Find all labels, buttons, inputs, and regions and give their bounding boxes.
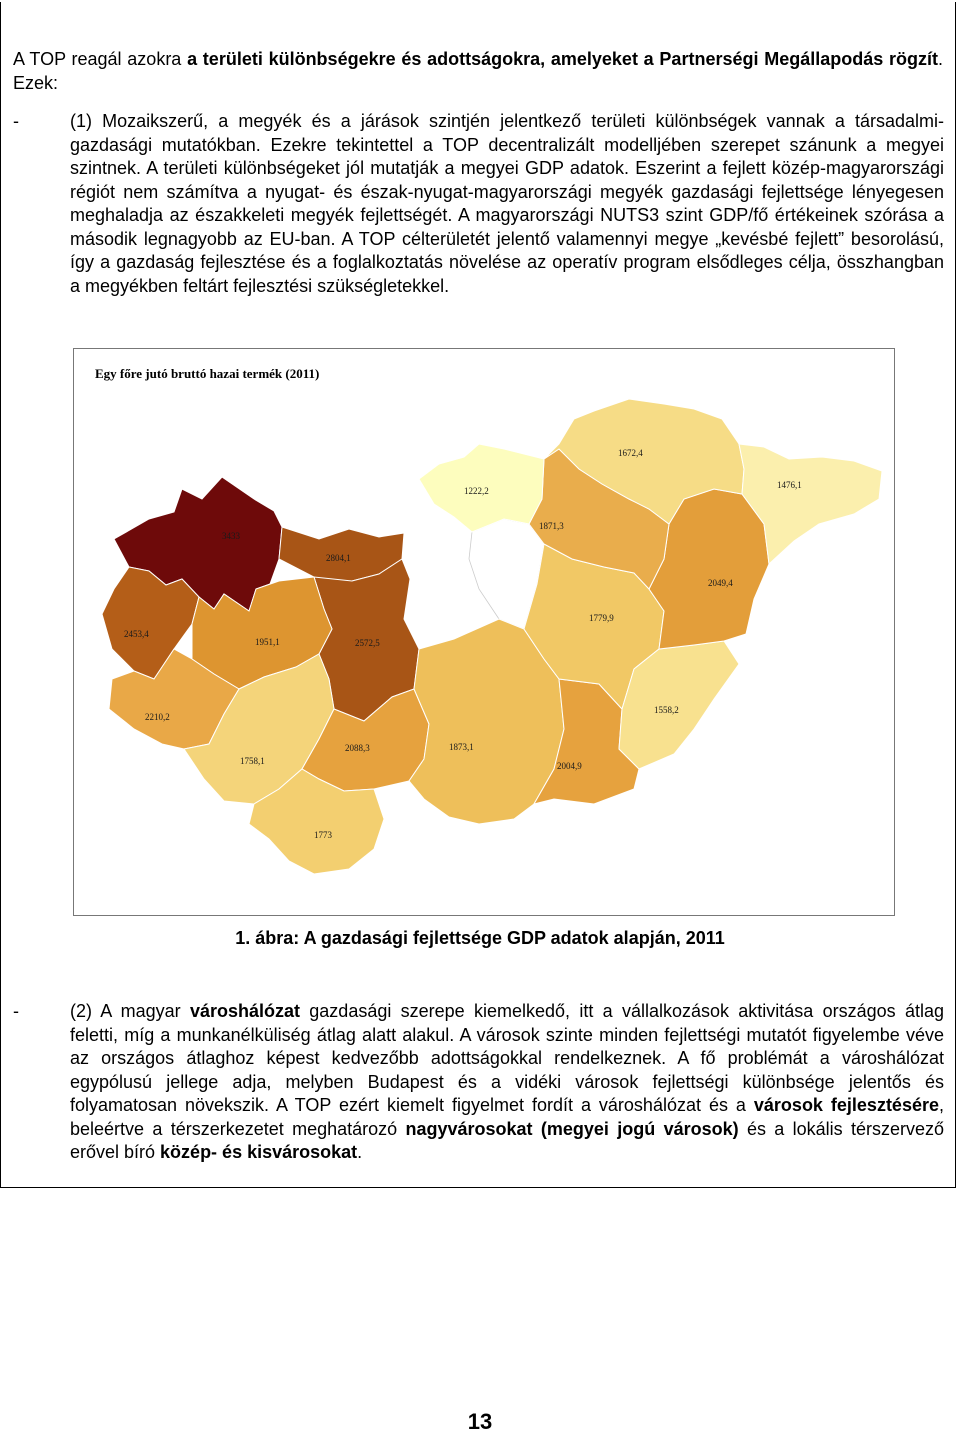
list-dash: - — [13, 111, 19, 131]
list-item-2-text: (2) A magyar városhálózat gazdasági szerepe kiemelkedő, itt a vállalkozások aktivitása országos átlag feletti, míg a munkanélküliség átlag alatt alakul. A városok szinte minden fejlettségi mutatót figyelembe véve az országos átlaghoz képest kedvezőbb adottságokkal rendelkeznek. A fő problémát a városhálózat egypólusú jellege adja, melyben Budapest és a vidéki városok fejlettségi különbsége jelentős és folyamatosan növekszik. A TOP ezért kiemelt figyelmet fordít a városhálózat és a városok fejlesztésére, beleértve a térszerkezetet meghatározó nagyvárosokat (megyei jogú városok) és a lokális térszervező erővel bíró közép- és kisvárosokat. — [70, 1001, 945, 1162]
county-value-label: 2804,1 — [326, 553, 351, 563]
county-value-label: 1672,4 — [618, 448, 643, 458]
county-value-label: 1758,1 — [240, 756, 265, 766]
list-item-2 — [13, 1000, 944, 1165]
emphasis-varoshalozat: városhálózat — [189, 1001, 300, 1021]
county-value-label: 2453,4 — [124, 629, 149, 639]
county-value-label: 1476,1 — [777, 480, 802, 490]
figure-caption: 1. ábra: A gazdasági fejlettsége GDP adatok alapján, 2011 — [235, 928, 725, 948]
map-title: Egy főre jutó bruttó hazai termék (2011) — [95, 366, 320, 381]
intro-paragraph: A TOP reagál azokra a területi különbségekre és adottságokra, amelyeket a Partnerségi Megállapodás rögzít. Ezek: — [13, 49, 943, 93]
county-value-label: 1873,1 — [449, 742, 474, 752]
county-value-label: 1773 — [314, 830, 332, 840]
county-value-label: 2004,9 — [557, 761, 582, 771]
emphasis-nagyvarosok: nagyvárosokat (megyei jogú városok) — [405, 1118, 739, 1139]
gdp-map-figure — [73, 348, 895, 916]
page-number: 13 — [467, 1409, 493, 1434]
emphasis-kozep-kisvarosok: közép- és kisvárosokat — [160, 1142, 358, 1162]
list-dash: - — [13, 1001, 19, 1021]
county-value-label: 1779,9 — [589, 613, 614, 623]
hungary-county-map — [74, 349, 894, 915]
county-value-label: 1558,2 — [654, 705, 679, 715]
county-value-label: 1871,3 — [539, 521, 564, 531]
list-item-1 — [13, 110, 944, 298]
county-value-label: 1951,1 — [255, 637, 280, 647]
county-value-label: 2210,2 — [145, 712, 170, 722]
intro-emphasis: a területi különbségekre és adottságokra, amelyeket a Partnerségi Megállapodás rögzít — [187, 49, 938, 69]
county-value-label: 1222,2 — [464, 486, 489, 496]
county-value-label: 3433 — [222, 531, 240, 541]
county-value-label: 2049,4 — [708, 578, 733, 588]
county-value-label: 2572,5 — [355, 638, 380, 648]
list-item-1-text: (1) Mozaikszerű, a megyék és a járások szintjén jelentkező területi különbségek vannak a társadalmi-gazdasági mutatókban. Ezekre tekintettel a TOP decentralizált modelljében szerepet szánunk a megyei szintnek. A területi különbségeket jól mutatják a megyei GDP adatok. Eszerint a fejlett közép-magyarországi régiót nem számítva a nyugat- és észak-nyugat-magyarországi megyék gazdasági fejlettsége lényegesen meghaladja az északkeleti megyék fejlettségét. A magyarországi NUTS3 szint GDP/fő értékeinek szórása a második legnagyobb az EU-ban. A TOP célterületét jelentő valamennyi megye „kevésbé fejlett” besorolású, így a gazdaság fejlesztése és a foglalkoztatás növelése az operatív program elsődleges célja, összhangban a megyékben feltárt fejlesztési szükségletekkel. — [70, 111, 944, 296]
county-value-label: 2088,3 — [345, 743, 370, 753]
emphasis-varosok-fejlesztese: városok fejlesztésére — [753, 1095, 939, 1115]
